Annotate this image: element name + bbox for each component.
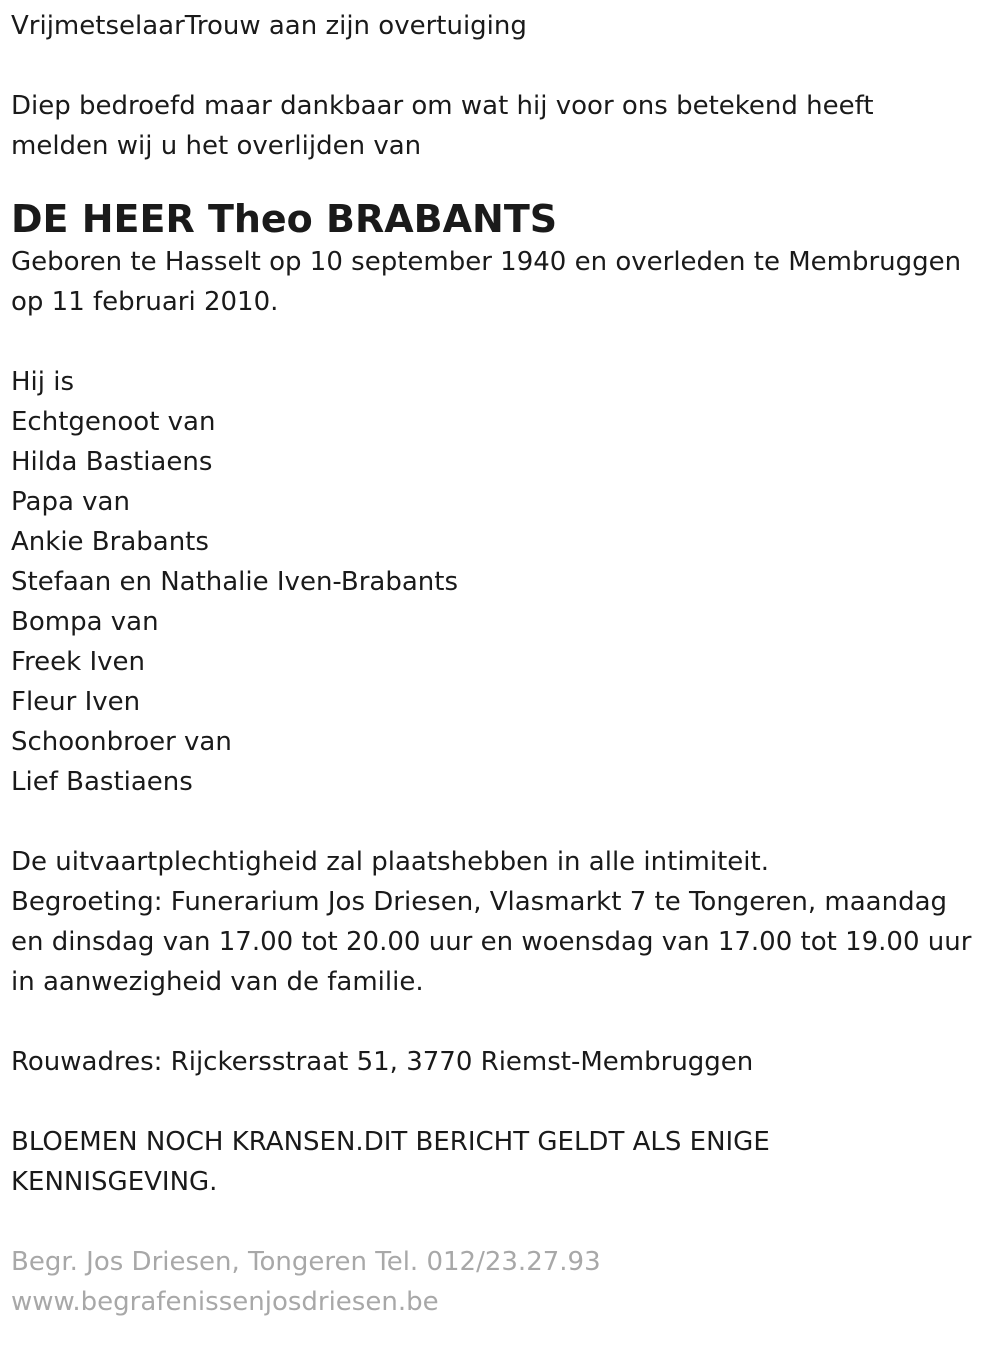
spacer — [11, 46, 1000, 86]
family-line: Echtgenoot van — [11, 407, 216, 437]
family-list — [11, 362, 1000, 802]
family-line: Schoonbroer van — [11, 727, 232, 757]
family-line: Bompa van — [11, 607, 159, 637]
notice-line-2: KENNISGEVING. — [11, 1167, 218, 1197]
intro-line-2: melden wij u het overlijden van — [11, 131, 422, 161]
birth-death-line-1: Geboren te Hasselt op 10 september 1940 en overleden te Membruggen — [11, 247, 962, 277]
spacer — [11, 322, 1000, 362]
mourning-address: Rouwadres: Rijckersstraat 51, 3770 Riemst-Membruggen — [11, 1047, 754, 1077]
spacer — [11, 1002, 1000, 1042]
birth-death-line-2: op 11 februari 2010. — [11, 287, 279, 317]
footer — [11, 1242, 1000, 1322]
spacer — [11, 166, 1000, 196]
intro-line-1: Diep bedroefd maar dankbaar om wat hij voor ons betekend heeft — [11, 91, 874, 121]
website-line: www.begrafenissenjosdriesen.be — [11, 1287, 439, 1317]
family-line: Freek Iven — [11, 647, 146, 677]
family-line: Hij is — [11, 367, 75, 397]
family-line: Stefaan en Nathalie Iven-Brabants — [11, 567, 458, 597]
family-line: Papa van — [11, 487, 130, 517]
family-line: Lief Bastiaens — [11, 767, 193, 797]
ceremony-line: en dinsdag van 17.00 tot 20.00 uur en woensdag van 17.00 tot 19.00 uur — [11, 927, 972, 957]
ceremony-details — [11, 842, 1000, 1002]
header-line: VrijmetselaarTrouw aan zijn overtuiging — [11, 11, 527, 41]
deceased-name: DE HEER Theo BRABANTS — [11, 197, 558, 241]
ceremony-line: De uitvaartplechtigheid zal plaatshebben in alle intimiteit. — [11, 847, 769, 877]
notice-line-1: BLOEMEN NOCH KRANSEN.DIT BERICHT GELDT ALS ENIGE — [11, 1127, 770, 1157]
spacer — [11, 1202, 1000, 1242]
spacer — [11, 1082, 1000, 1122]
undertaker-line: Begr. Jos Driesen, Tongeren Tel. 012/23.27.93 — [11, 1247, 601, 1277]
spacer — [11, 802, 1000, 842]
family-line: Ankie Brabants — [11, 527, 209, 557]
family-line: Hilda Bastiaens — [11, 447, 213, 477]
family-line: Fleur Iven — [11, 687, 141, 717]
ceremony-line: in aanwezigheid van de familie. — [11, 967, 424, 997]
ceremony-line: Begroeting: Funerarium Jos Driesen, Vlasmarkt 7 te Tongeren, maandag — [11, 887, 948, 917]
